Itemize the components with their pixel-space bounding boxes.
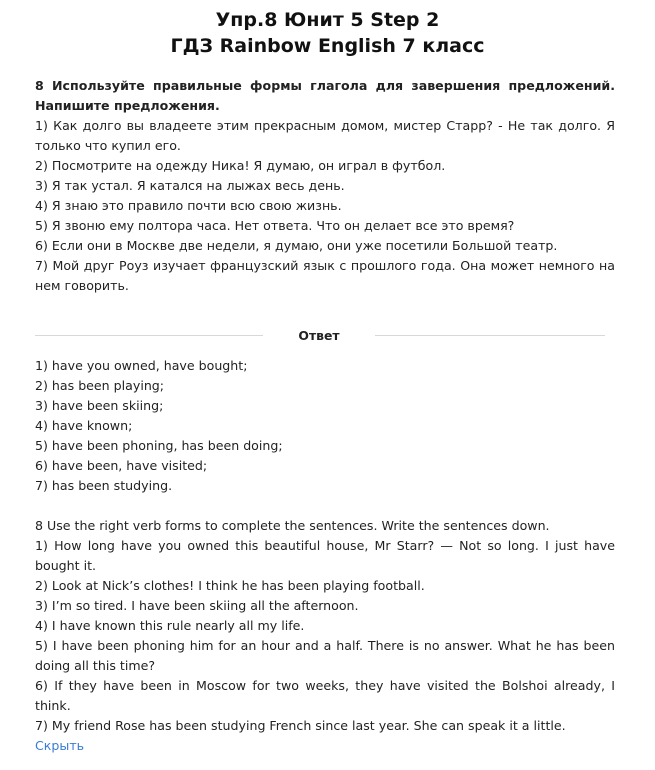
task-russian	[35, 76, 615, 296]
task-russian-item: 6) Если они в Москве две недели, я думаю, они уже посетили Большой театр.	[35, 238, 558, 253]
task-english-item: 4) I have known this rule nearly all my life.	[35, 618, 305, 633]
task-russian-item: 2) Посмотрите на одежду Ника! Я думаю, он играл в футбол.	[35, 158, 446, 173]
task-english-item: 1) How long have you owned this beautiful house, Mr Starr? — Not so long. I just have bought it.	[35, 538, 615, 573]
answer-item: 6) have been, have visited;	[35, 458, 208, 473]
answer-item: 5) have been phoning, has been doing;	[35, 438, 283, 453]
task-english-item: 2) Look at Nick’s clothes! I think he has been playing football.	[35, 578, 425, 593]
task-english-item: 7) My friend Rose has been studying French since last year. She can speak it a little.	[35, 718, 566, 733]
task-russian-item: 7) Мой друг Роуз изучает французский язык с прошлого года. Она может немного на нем говорить.	[35, 258, 615, 293]
answer-item: 7) has been studying.	[35, 478, 173, 493]
task-russian-item: 5) Я звоню ему полтора часа. Нет ответа. Что он делает все это время?	[35, 218, 515, 233]
task-english-heading: 8 Use the right verb forms to complete the sentences. Write the sentences down.	[35, 518, 550, 533]
task-english	[35, 516, 615, 756]
task-russian-item: 3) Я так устал. Я катался на лыжах весь день.	[35, 178, 345, 193]
page-subtitle: ГДЗ Rainbow English 7 класс	[170, 35, 485, 57]
answer-item: 3) have been skiing;	[35, 398, 164, 413]
task-russian-item: 4) Я знаю это правило почти всю свою жизнь.	[35, 198, 342, 213]
task-russian-item: 1) Как долго вы владеете этим прекрасным домом, мистер Старр? - Не так долго. Я только что купил его.	[35, 118, 615, 153]
task-english-item: 5) I have been phoning him for an hour and a half. There is no answer. What he has been doing all this time?	[35, 638, 615, 673]
answer-heading: Ответ	[298, 328, 340, 343]
answer-item: 1) have you owned, have bought;	[35, 358, 248, 373]
task-russian-heading: 8 Используйте правильные формы глагола для завершения предложений. Напишите предложения.	[35, 78, 615, 113]
divider-line-right	[375, 335, 605, 336]
hide-answer-link[interactable]: Скрыть	[35, 738, 85, 753]
answer-item: 4) have known;	[35, 418, 133, 433]
task-english-item: 6) If they have been in Moscow for two weeks, they have visited the Bolshoi already, I think.	[35, 678, 615, 713]
answers-list	[35, 356, 615, 496]
answer-item: 2) has been playing;	[35, 378, 165, 393]
divider-line-left	[35, 335, 263, 336]
answer-divider	[35, 326, 605, 346]
page-title: Упр.8 Юнит 5 Step 2	[215, 9, 440, 31]
task-english-item: 3) I’m so tired. I have been skiing all the afternoon.	[35, 598, 359, 613]
